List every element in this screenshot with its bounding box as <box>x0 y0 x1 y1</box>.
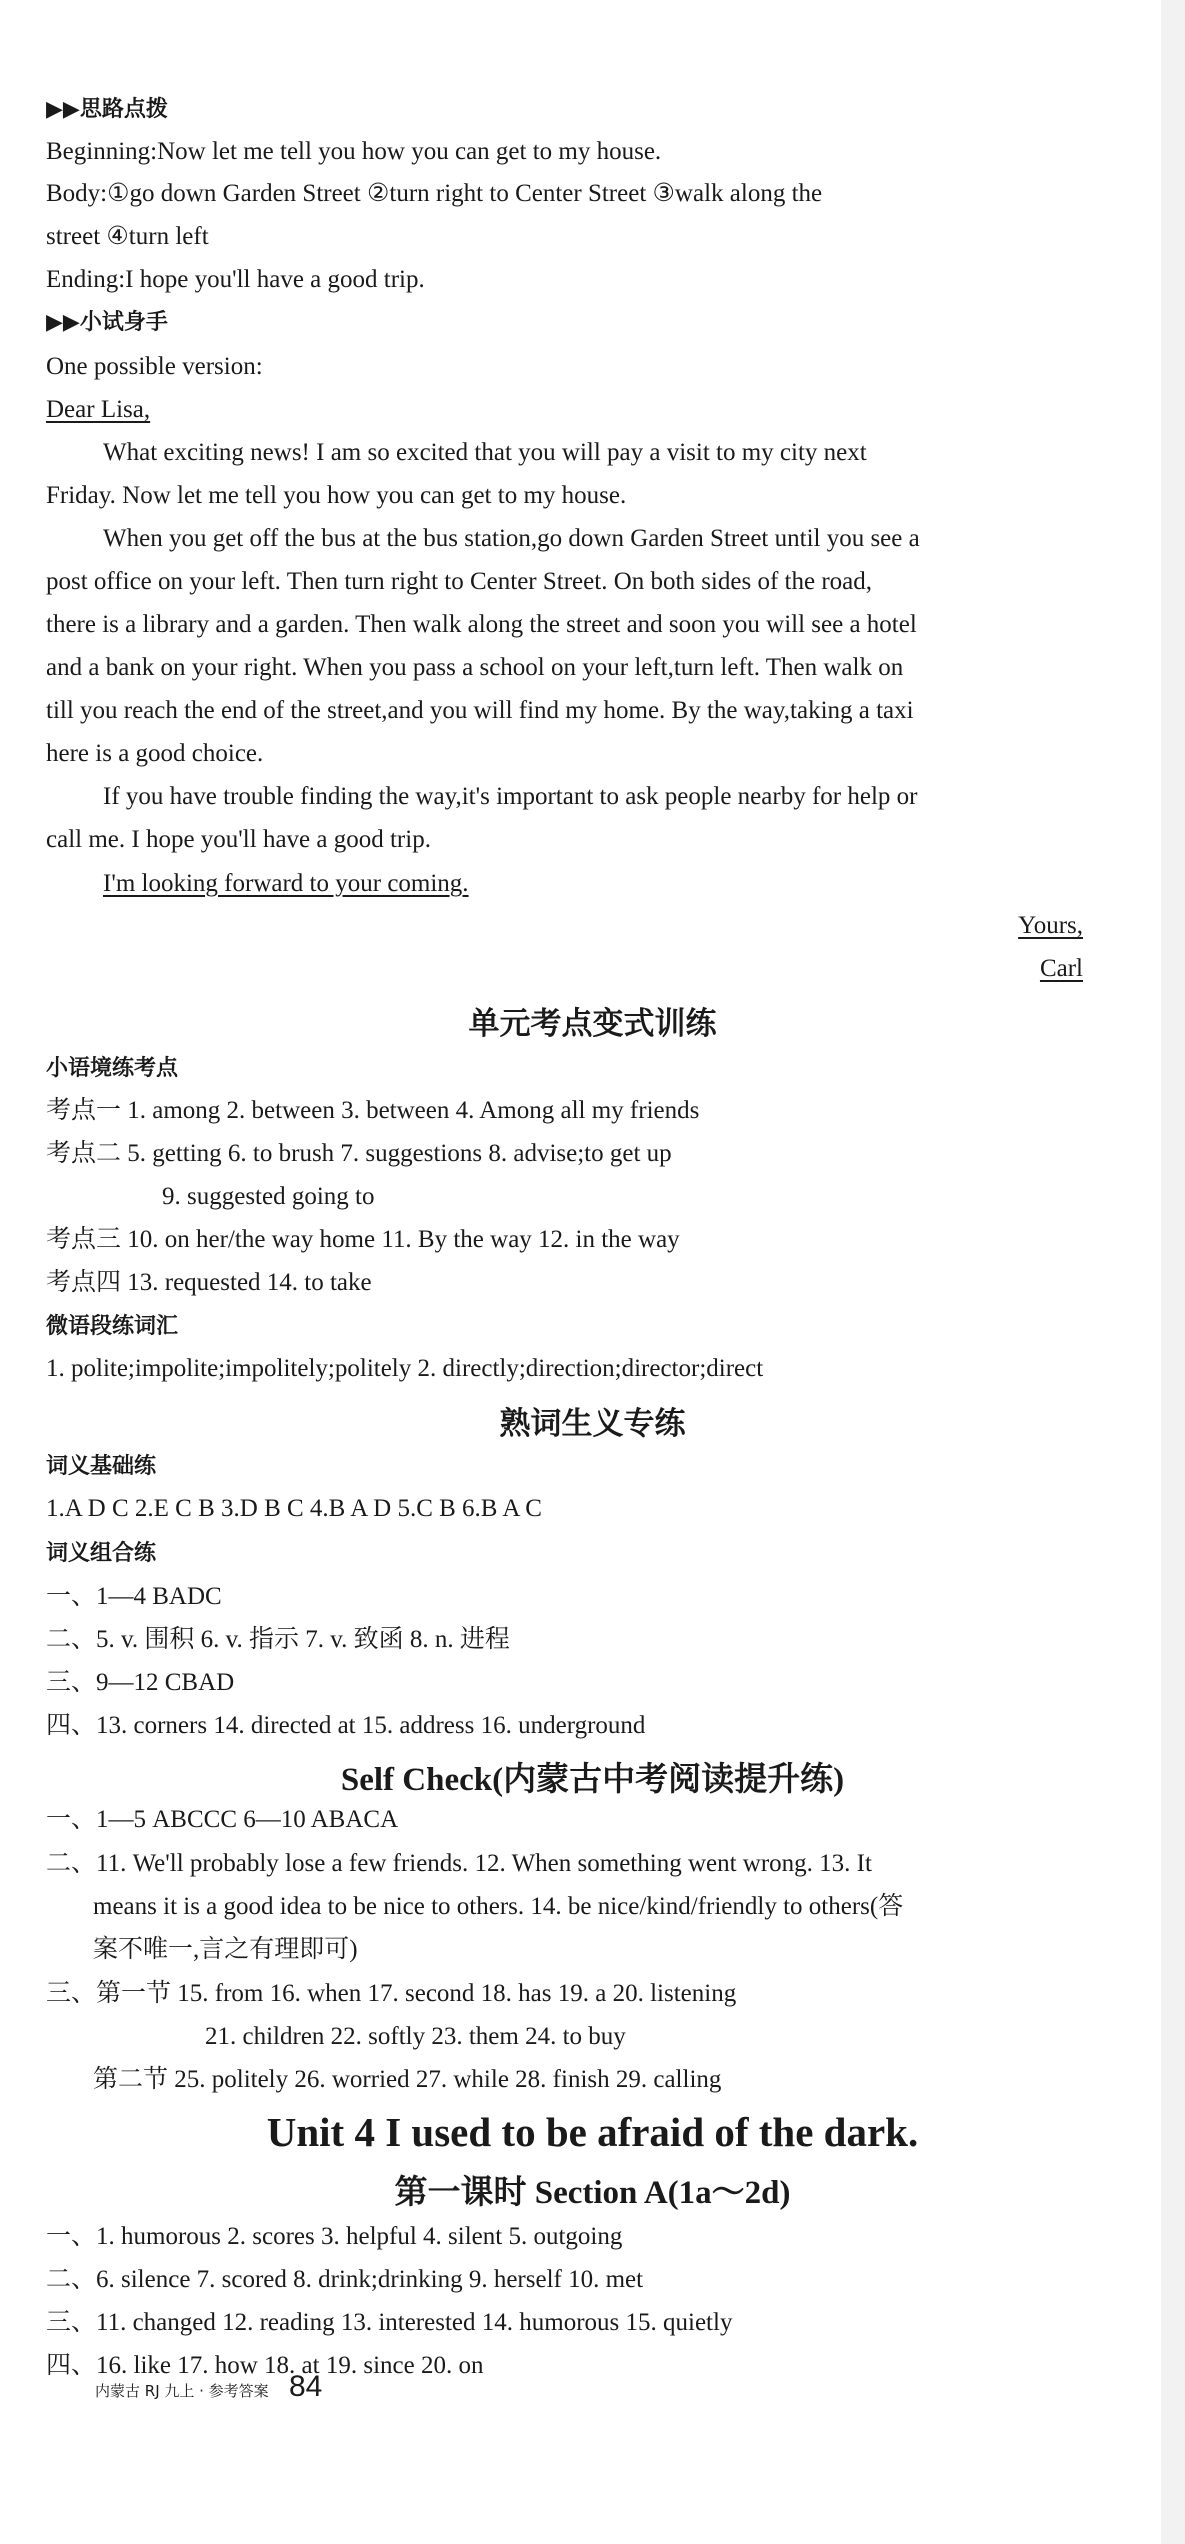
try-version: One possible version: <box>46 353 263 380</box>
self-check-title: Self Check(内蒙古中考阅读提升练) <box>340 1762 845 1798</box>
letter-line: till you reach the end of the street,and you will find my home. By the way,taking a taxi <box>46 697 914 724</box>
letter-closing: Yours, <box>1018 912 1083 939</box>
unit-test-vocab: 1. polite;impolite;impolitely;politely 2. directly;direction;director;direct <box>46 1355 764 1382</box>
unit-test-sub-1: 小语境练考点 <box>46 1056 179 1081</box>
unit-test-line: 9. suggested going to <box>162 1183 375 1210</box>
page-footer <box>95 2370 322 2404</box>
self-check-line: 案不唯一,言之有理即可) <box>93 1936 358 1963</box>
tips-heading: ▶▶思路点拨 <box>46 97 168 122</box>
tips-beginning: Beginning:Now let me tell you how you can get to my house. <box>46 138 662 165</box>
letter-line: there is a library and a garden. Then walk along the street and soon you will see a hotel <box>46 611 917 638</box>
word-meaning-line: 一、1—4 BADC <box>46 1583 222 1610</box>
unit4-line: 四、16. like 17. how 18. at 19. since 20. on <box>46 2352 484 2379</box>
tips-ending: Ending:I hope you'll have a good trip. <box>46 266 425 293</box>
unit-test-line: 考点三 10. on her/the way home 11. By the way 12. in the way <box>46 1226 680 1253</box>
page-edge-shadow <box>1161 0 1185 2544</box>
try-heading: ▶▶小试身手 <box>46 310 168 335</box>
word-meaning-title: 熟词生义专练 <box>499 1406 686 1442</box>
letter-line: post office on your left. Then turn right to Center Street. On both sides of the road, <box>46 568 872 595</box>
unit4-line: 三、11. changed 12. reading 13. interested 14. humorous 15. quietly <box>46 2309 733 2336</box>
letter-greeting: Dear Lisa, <box>46 396 151 423</box>
letter-line: here is a good choice. <box>46 740 264 767</box>
word-meaning-sub-2: 词义组合练 <box>46 1541 157 1566</box>
letter-line: What exciting news! I am so excited that you will pay a visit to my city next <box>103 439 867 466</box>
word-meaning-line: 三、9—12 CBAD <box>46 1669 235 1696</box>
tips-body: Body:①go down Garden Street ②turn right to Center Street ③walk along the <box>46 180 823 207</box>
unit4-lesson: 第一课时 Section A(1a～2d) <box>394 2175 791 2211</box>
unit-test-title: 单元考点变式训练 <box>468 1006 717 1042</box>
letter-line: When you get off the bus at the bus station,go down Garden Street until you see a <box>103 525 920 552</box>
word-meaning-sub-1: 词义基础练 <box>46 1454 157 1479</box>
self-check-line: 二、11. We'll probably lose a few friends. 12. When something went wrong. 13. It <box>46 1850 872 1877</box>
letter-line: If you have trouble finding the way,it's important to ask people nearby for help or <box>103 783 918 810</box>
tips-body-cont: street ④turn left <box>46 223 209 250</box>
self-check-line: means it is a good idea to be nice to others. 14. be nice/kind/friendly to others(答 <box>93 1893 904 1920</box>
unit-test-line: 考点四 13. requested 14. to take <box>46 1269 372 1296</box>
unit-test-line: 考点二 5. getting 6. to brush 7. suggestions 8. advise;to get up <box>46 1140 672 1167</box>
word-meaning-basic: 1.A D C 2.E C B 3.D B C 4.B A D 5.C B 6.B A C <box>46 1495 542 1522</box>
unit4-title: Unit 4 I used to be afraid of the dark. <box>266 2109 919 2155</box>
word-meaning-line: 二、5. v. 围积 6. v. 指示 7. v. 致函 8. n. 进程 <box>46 1626 510 1653</box>
unit-test-sub-2: 微语段练词汇 <box>46 1314 179 1339</box>
letter-line: I'm looking forward to your coming. <box>103 870 469 897</box>
letter-line: and a bank on your right. When you pass a school on your left,turn left. Then walk on <box>46 654 904 681</box>
self-check-line: 一、1—5 ABCCC 6—10 ABACA <box>46 1806 399 1833</box>
footer-source: 内蒙古 RJ 九上 · 参考答案 <box>95 2382 269 2400</box>
unit4-line: 一、1. humorous 2. scores 3. helpful 4. silent 5. outgoing <box>46 2223 623 2250</box>
word-meaning-line: 四、13. corners 14. directed at 15. address 16. underground <box>46 1712 646 1739</box>
unit4-line: 二、6. silence 7. scored 8. drink;drinking 9. herself 10. met <box>46 2266 644 2293</box>
letter-line: Friday. Now let me tell you how you can get to my house. <box>46 482 627 509</box>
self-check-line: 第二节 25. politely 26. worried 27. while 28. finish 29. calling <box>93 2066 722 2093</box>
letter-signature: Carl <box>1039 955 1083 982</box>
page-number: 84 <box>288 2370 323 2403</box>
letter-line: call me. I hope you'll have a good trip. <box>46 826 431 853</box>
unit-test-line: 考点一 1. among 2. between 3. between 4. Among all my friends <box>46 1097 700 1124</box>
self-check-line: 三、第一节 15. from 16. when 17. second 18. has 19. a 20. listening <box>46 1980 737 2007</box>
self-check-line: 21. children 22. softly 23. them 24. to buy <box>205 2023 626 2050</box>
